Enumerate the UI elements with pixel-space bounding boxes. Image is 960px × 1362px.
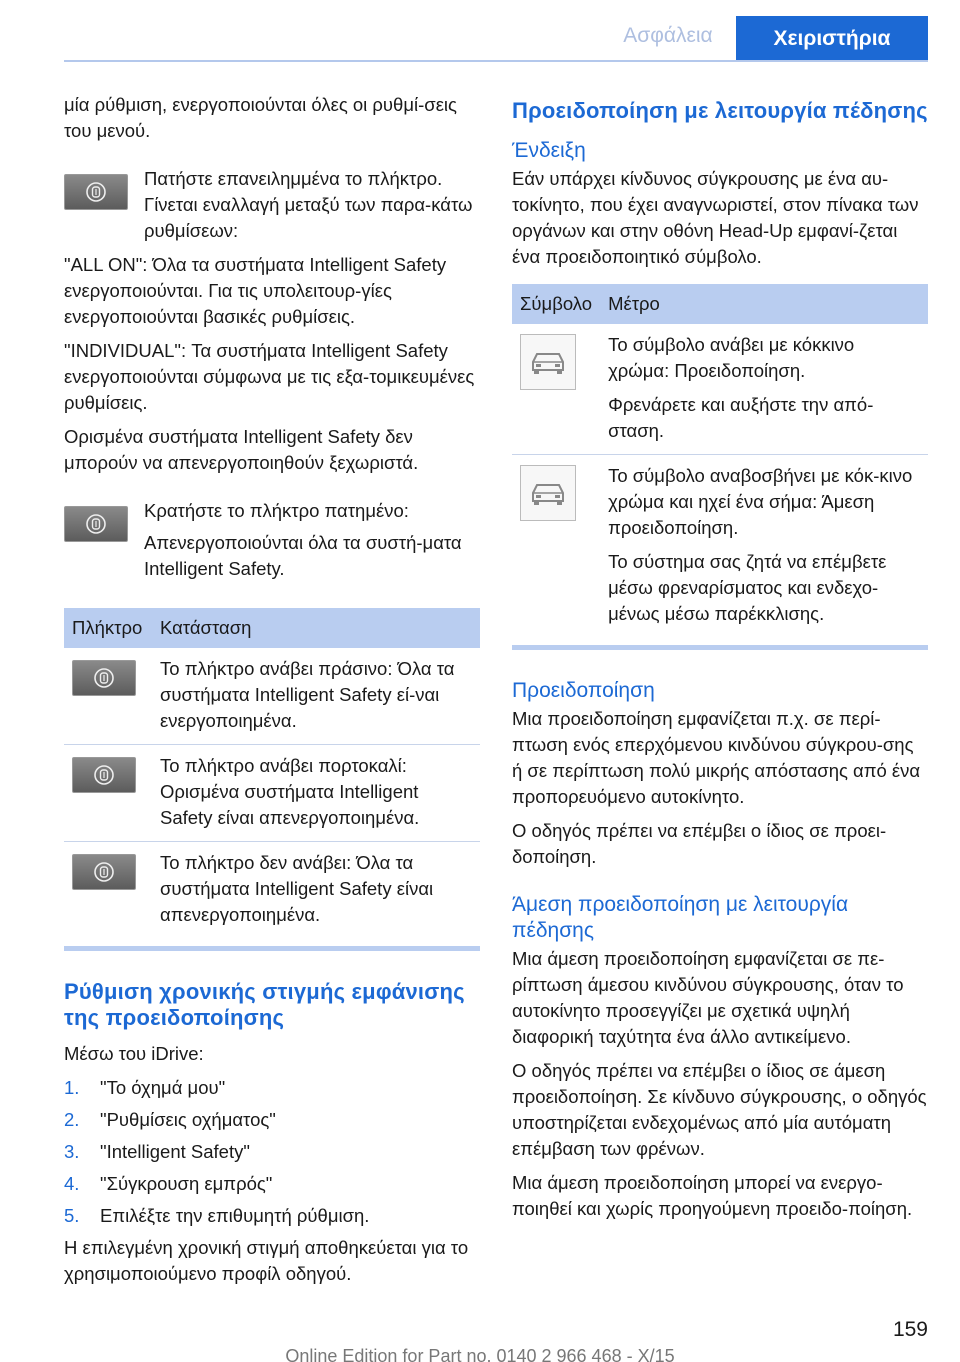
warning-text: Ο οδηγός πρέπει να επέμβει ο ίδιος σε προει-δοποίηση.: [512, 820, 887, 867]
col-state-header: Κατάσταση: [152, 608, 480, 648]
warning-heading: Προειδοποίηση: [512, 679, 655, 702]
left-column: [64, 92, 480, 1295]
hold-line1: Κρατήστε το πλήκτρο πατημένο:: [144, 500, 409, 521]
hold-line2: Απενεργοποιούνται όλα τα συστή-ματα Intelligent Safety.: [144, 532, 462, 579]
table-end-rule: [64, 946, 480, 951]
list-item: 1. "Το όχημά μου": [64, 1077, 226, 1098]
indication-heading: Ένδειξη: [512, 139, 586, 162]
car-warning-icon: [520, 465, 576, 521]
list-item: 3. "Intelligent Safety": [64, 1141, 250, 1162]
measure-text: Το σύμβολο ανάβει με κόκκινο χρώμα: Προειδοποίηση.: [608, 334, 855, 381]
table-end-rule: [512, 645, 928, 650]
measure-text: Το σύστημα σας ζητά να επέμβετε μέσω φρεναρίσματος και ενδεχο-μένως μέσω παρέκκλισης.: [608, 551, 887, 624]
col-symbol-header: Σύμβολο: [512, 284, 600, 324]
intro-text: μία ρύθμιση, ενεργοποιούνται όλες οι ρυθμί-σεις του μενού.: [64, 94, 457, 141]
state-cell: Το πλήκτρο ανάβει πορτοκαλί: Ορισμένα συστήματα Intelligent Safety είναι απενεργοποιημένα.: [152, 745, 480, 842]
tab-controls[interactable]: Χειριστήρια: [736, 16, 928, 62]
right-column: [512, 92, 928, 1230]
intelligent-safety-button-icon: [72, 757, 136, 793]
table-row: [64, 745, 480, 842]
warning-text: Μια προειδοποίηση εμφανίζεται π.χ. σε περί-πτωση ενός επερχόμενου κινδύνου σύγκρου-σης ή σε περίπτωση πολύ μικρής απόστασης από ένα προπορευόμενο αυτοκίνητο.: [512, 708, 921, 807]
page-number: 159: [892, 1318, 928, 1341]
press-repeat-line1: Πατήστε επανειλημμένα το πλήκτρο.: [144, 168, 443, 189]
list-item: 5. Επιλέξτε την επιθυμητή ρύθμιση.: [64, 1205, 370, 1226]
table-row: [512, 324, 928, 455]
car-warning-icon: [520, 334, 576, 390]
list-item: 4. "Σύγκρουση εμπρός": [64, 1173, 273, 1194]
indication-text: Εάν υπάρχει κίνδυνος σύγκρουσης με ένα αυ-τοκίνητο, που έχει αναγνωριστεί, στον πίνακα των οργάνων και στην οθόνη Head-Up εμφανί-ζεται ένα προειδοποιητικό σύμβολο.: [512, 168, 919, 267]
individual-text: "INDIVIDUAL": Τα συστήματα Intelligent Safety ενεργοποιούνται σύμφωνα με τις εξα-τομικευμένες ρυθμίσεις.: [64, 340, 475, 413]
hold-block: [64, 498, 480, 582]
header-rule: [64, 60, 928, 62]
steps-list: [64, 1075, 480, 1229]
symbol-measure-table: [512, 284, 928, 637]
intelligent-safety-button-icon: [72, 660, 136, 696]
intelligent-safety-button-icon: [64, 174, 128, 210]
timing-heading: Ρύθμιση χρονικής στιγμής εμφάνισης της προειδοποίησης: [64, 979, 465, 1030]
immediate-heading: Άμεση προειδοποίηση με λειτουργία πέδησης: [512, 893, 849, 942]
via-idrive-text: Μέσω του iDrive:: [64, 1043, 204, 1064]
col-measure-header: Μέτρο: [600, 284, 928, 324]
some-systems-text: Ορισμένα συστήματα Intelligent Safety δεν μπορούν να απενεργοποιηθούν ξεχωριστά.: [64, 426, 419, 473]
measure-text: Το σύμβολο αναβοσβήνει με κόκ-κινο χρώμα και ηχεί ένα σήμα: Άμεση προειδοποίηση.: [608, 465, 913, 538]
immediate-text: Μια άμεση προειδοποίηση εμφανίζεται σε πε-ρίπτωση άμεσου κινδύνου σύγκρουσης, όταν το αυτοκίνητο προσεγγίζει με σχετικά υψηλή διαφορική ταχύτητα ένα άλλο αντικείμενο.: [512, 948, 904, 1047]
state-cell: Το πλήκτρο ανάβει πράσινο: Όλα τα συστήματα Intelligent Safety εί-ναι ενεργοποιημένα.: [152, 648, 480, 745]
immediate-text: Μια άμεση προειδοποίηση μπορεί να ενεργο-ποιηθεί και χωρίς προηγούμενη προειδο-ποίηση.: [512, 1172, 913, 1219]
tab-safety[interactable]: Ασφάλεια: [623, 24, 713, 47]
page-header: [0, 0, 960, 62]
edition-text: Online Edition for Part no. 0140 2 966 468 - X/15: [285, 1346, 675, 1362]
state-cell: Το πλήκτρο δεν ανάβει: Όλα τα συστήματα Intelligent Safety είναι απενεργοποιημένα.: [160, 852, 434, 925]
stored-text: Η επιλεγμένη χρονική στιγμή αποθηκεύεται για το χρησιμοποιούμενο προφίλ οδηγού.: [64, 1237, 469, 1284]
warning-brake-heading: Προειδοποίηση με λειτουργία πέδησης: [512, 98, 928, 123]
intelligent-safety-button-icon: [72, 854, 136, 890]
intelligent-safety-button-icon: [64, 506, 128, 542]
measure-text: Φρενάρετε και αυξήστε την από-σταση.: [608, 394, 874, 441]
press-repeat-line2: Γίνεται εναλλαγή μεταξύ των παρα-κάτω ρυθμίσεων:: [144, 194, 473, 241]
press-repeat-block: [64, 166, 480, 244]
key-status-table: [64, 608, 480, 938]
table-row: [64, 842, 480, 939]
col-key-header: Πλήκτρο: [64, 608, 152, 648]
all-on-text: "ALL ON": Όλα τα συστήματα Intelligent Safety ενεργοποιούνται. Για τις υπολειτουρ-γίες ενεργοποιούνται βασικές ρυθμίσεις.: [64, 254, 447, 327]
list-item: 2. "Ρυθμίσεις οχήματος": [64, 1109, 276, 1130]
immediate-text: Ο οδηγός πρέπει να επέμβει ο ίδιος σε άμεση προειδοποίηση. Σε κίνδυνο σύγκρουσης, ο οδηγός υποστηρίζεται ενδεχομένως από μία αυτόματη επέμβαση των φρένων.: [512, 1060, 927, 1159]
table-row: [64, 648, 480, 745]
table-row: [512, 455, 928, 638]
